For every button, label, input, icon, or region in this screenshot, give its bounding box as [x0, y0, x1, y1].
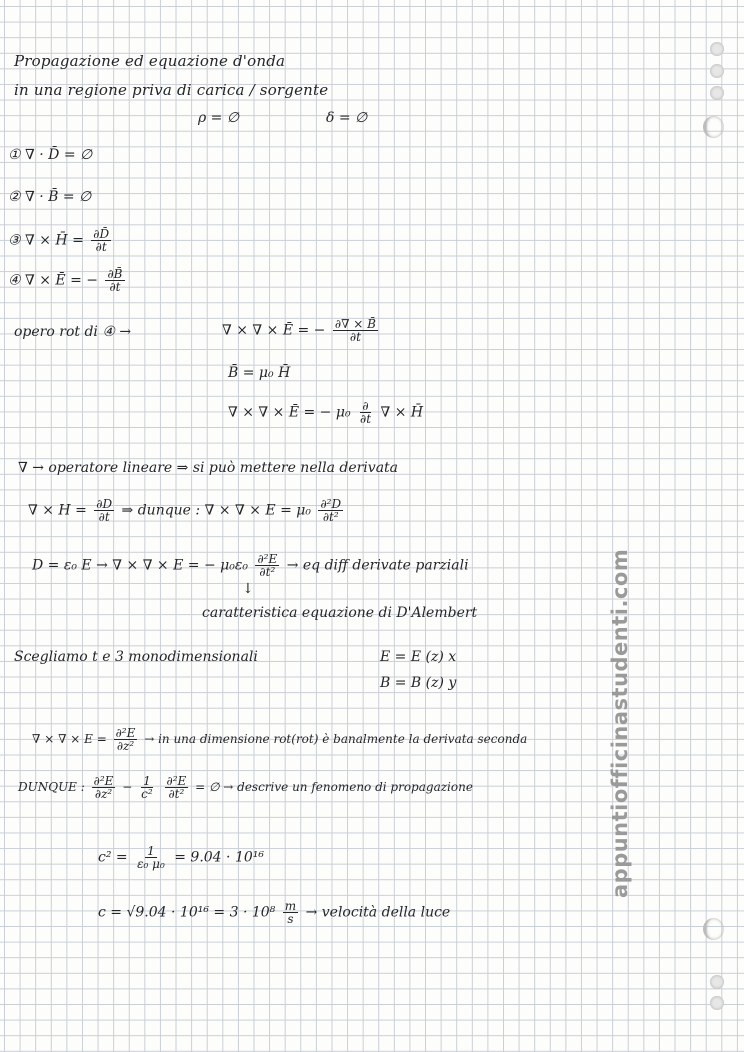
fraction-denominator: ∂t² — [322, 510, 339, 524]
equation-text: ∇ · D̄ = ∅ — [25, 147, 93, 163]
fraction-denominator: ∂t² — [168, 787, 185, 801]
equation-rhs-lhs: ∇ × ∇ × E = — [204, 502, 292, 519]
binder-hole-icon — [703, 116, 724, 138]
dalembert-note: caratteristica equazione di D'Alembert — [202, 605, 478, 621]
fraction — [92, 775, 116, 800]
rot-step-label: opero rot di ④ → — [14, 324, 132, 340]
equation-text: ∇ · B̄ = ∅ — [25, 189, 92, 205]
equation-lhs: ∇ × ∇ × Ē = − — [222, 322, 326, 339]
equals-zero: = ∅ — [195, 780, 220, 794]
fraction — [139, 775, 155, 800]
page-title: Propagazione ed equazione d'onda — [14, 52, 286, 70]
curl-h-equation — [28, 498, 346, 523]
equation-lhs: ∇ × ∇ × Ē = − μ₀ — [228, 404, 351, 421]
minus-sign: − — [122, 780, 133, 794]
fraction — [105, 268, 124, 293]
b-field-1d: B = B (z) y — [380, 675, 457, 691]
eq-number: ③ — [8, 232, 21, 249]
linear-operator-note: ∇ → operatore lineare ⇒ si può mettere nella derivata — [18, 460, 399, 476]
fraction-denominator: s — [287, 912, 294, 926]
propagation-note: → descrive un fenomeno di propagazione — [223, 780, 473, 794]
fraction-numerator: ∂²E — [115, 726, 136, 740]
fraction-denominator: ∂t — [360, 412, 372, 426]
equation-rhs: = 9.04 · 10¹⁶ — [174, 849, 264, 866]
arrow-down-icon: ↓ — [242, 581, 254, 597]
speed-of-light-equation — [98, 900, 450, 925]
binder-hole-icon — [710, 86, 724, 100]
fraction-denominator: ∂t² — [259, 565, 276, 579]
curl-note: → in una dimensione rot(rot) è banalmente la derivata seconda — [144, 732, 528, 746]
pde-note: → eq diff derivate parziali — [286, 557, 469, 574]
equation-lhs: ∇ × ∇ × E = — [32, 732, 107, 746]
equation-lhs: ∇ × ∇ × E = — [112, 557, 200, 574]
fraction — [91, 228, 111, 253]
fraction-denominator: ∂z² — [116, 739, 135, 753]
fraction-numerator: ∂²E — [93, 774, 114, 788]
eq-number: ① — [8, 147, 21, 163]
current-density-condition: δ = ∅ — [326, 110, 368, 126]
fraction-numerator: ∂B̄ — [107, 267, 123, 281]
maxwell-eq-1 — [8, 148, 92, 162]
fraction-denominator: ∂z² — [94, 787, 113, 801]
binder-hole-icon — [703, 918, 724, 940]
fraction-denominator: ∂t — [349, 330, 361, 344]
binder-holes — [700, 0, 730, 1052]
equation-text: ∇ × Ē = − — [25, 272, 99, 289]
binder-hole-icon — [710, 975, 724, 989]
e-field-1d: E = E (z) x — [380, 649, 457, 665]
wave-equation — [18, 775, 473, 800]
fraction — [114, 727, 138, 752]
binder-hole-icon — [710, 42, 724, 56]
c-squared-equation — [98, 845, 264, 870]
b-definition: B̄ = μ₀ H̄ — [228, 365, 291, 381]
fraction-denominator: c² — [141, 787, 153, 801]
fraction-denominator: ∂t — [109, 280, 121, 294]
fraction — [255, 553, 279, 578]
binder-hole-icon — [710, 996, 724, 1010]
eq-number: ④ — [8, 272, 21, 289]
fraction-numerator: ∂D̄ — [93, 227, 110, 241]
fraction — [135, 845, 167, 870]
fraction-numerator: 1 — [147, 844, 155, 858]
fraction-denominator: ∂t — [95, 240, 107, 254]
watermark: appuntiofficinastudenti.com — [608, 548, 632, 898]
conclusion-label: DUNQUE : — [18, 780, 85, 794]
arrow: → — [96, 557, 108, 574]
fraction-denominator: ε₀ μ₀ — [137, 857, 165, 871]
equation-rhs: ∇ × H̄ — [380, 404, 424, 421]
fraction — [318, 498, 343, 523]
rot-step-equation — [222, 318, 381, 343]
fraction-numerator: ∂ — [362, 399, 369, 413]
fraction-numerator: ∂D — [96, 497, 113, 511]
fraction-numerator: m — [284, 899, 297, 913]
maxwell-eq-2 — [8, 190, 91, 204]
equation-text: ∇ × H̄ = — [25, 232, 84, 249]
equation-lhs: c² = — [98, 849, 128, 866]
binder-hole-icon — [710, 64, 724, 78]
fraction — [358, 400, 373, 425]
equation-mid: − μ₀ε₀ — [203, 557, 248, 574]
fraction-numerator: ∂²E — [257, 552, 278, 566]
fraction — [165, 775, 189, 800]
fraction-numerator: ∂²E — [166, 774, 187, 788]
fraction-numerator: ∂∇ × B̄ — [334, 317, 376, 331]
eq-number: ② — [8, 189, 21, 205]
d-relation-equation — [32, 553, 469, 578]
charge-density-condition: ρ = ∅ — [198, 110, 240, 126]
fraction — [94, 498, 114, 523]
equation-lhs: c = √9.04 · 10¹⁶ = — [98, 904, 226, 921]
maxwell-eq-3 — [8, 228, 114, 253]
one-dim-curl — [32, 727, 527, 752]
fraction — [333, 318, 378, 343]
equation-lhs: ∇ × H = — [28, 502, 87, 519]
fraction-numerator: 1 — [143, 774, 151, 788]
unit-fraction — [283, 900, 298, 925]
fraction-numerator: ∂²D — [320, 497, 342, 511]
maxwell-eq-4 — [8, 268, 128, 293]
speed-note: → velocità della luce — [305, 904, 451, 921]
d-definition: D = ε₀ E — [32, 557, 92, 574]
rot-step-result — [228, 400, 423, 425]
page-subtitle: in una regione priva di carica / sorgente — [14, 81, 329, 99]
equation-rhs-mid: μ₀ — [296, 502, 311, 519]
one-dim-label: Scegliamo t e 3 monodimensionali — [14, 649, 258, 665]
fraction-denominator: ∂t — [98, 510, 110, 524]
equation-rhs: 3 · 10⁸ — [229, 904, 276, 921]
connector: ⇒ dunque : — [121, 502, 201, 519]
